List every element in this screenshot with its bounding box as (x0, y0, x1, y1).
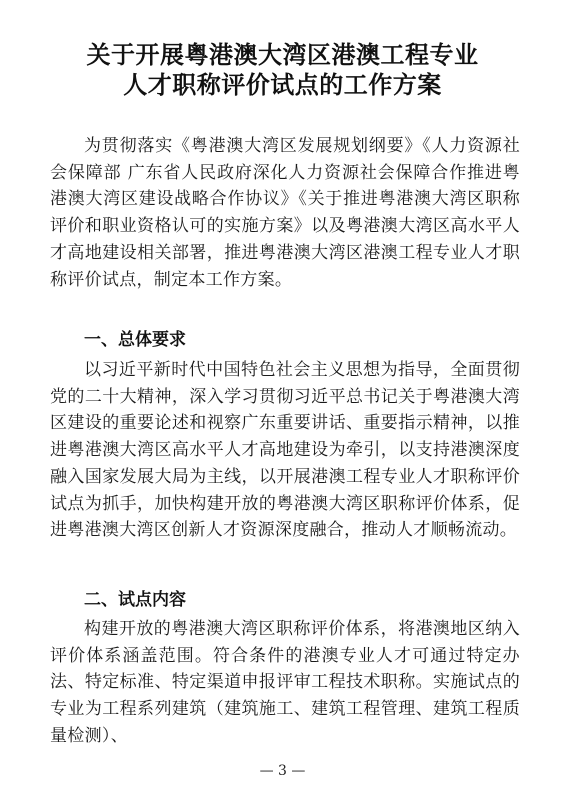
document-title-line-2: 人才职称评价试点的工作方案 (123, 71, 442, 99)
intro-paragraph: 为贯彻落实《粤港澳大湾区发展规划纲要》《人力资源社会保障部 广东省人民政府深化人力资源社会保障合作推进粤港澳大湾区建设战略合作协议》《关于推进粤港澳大湾区职称评价和职业资格认可的实施方案》以及粤港澳大湾区高水平人才高地建设相关部署，推进粤港澳大湾区港澳工程专业人才职称评价试点，制定本工作方案。 (50, 136, 520, 290)
section-heading-general-requirements: 一、总体要求 (84, 330, 186, 350)
general-requirements-paragraph: 以习近平新时代中国特色社会主义思想为指导，全面贯彻党的二十大精神，深入学习贯彻习近平总书记关于粤港澳大湾区建设的重要论述和视察广东重要讲话、重要指示精神，以推进粤港澳大湾区高水平人才高地建设为牵引，以支持港澳深度融入国家发展大局为主线，以开展港澳工程专业人才职称评价试点为抓手，加快构建开放的粤港澳大湾区职称评价体系，促进粤港澳大湾区创新人才资源深度融合，推动人才顺畅流动。 (50, 360, 520, 541)
section-heading-pilot-content: 二、试点内容 (84, 590, 186, 610)
pilot-content-paragraph: 构建开放的粤港澳大湾区职称评价体系，将港澳地区纳入评价体系涵盖范围。符合条件的港澳专业人才可通过特定办法、特定标准、特定渠道申报评审工程技术职称。实施试点的专业为工程系列建筑（建筑施工、建筑工程管理、建筑工程质量检测）、 (50, 619, 520, 746)
page-number: — 3 — (259, 763, 306, 779)
document-title-line-1: 关于开展粤港澳大湾区港澳工程专业 (86, 41, 479, 69)
